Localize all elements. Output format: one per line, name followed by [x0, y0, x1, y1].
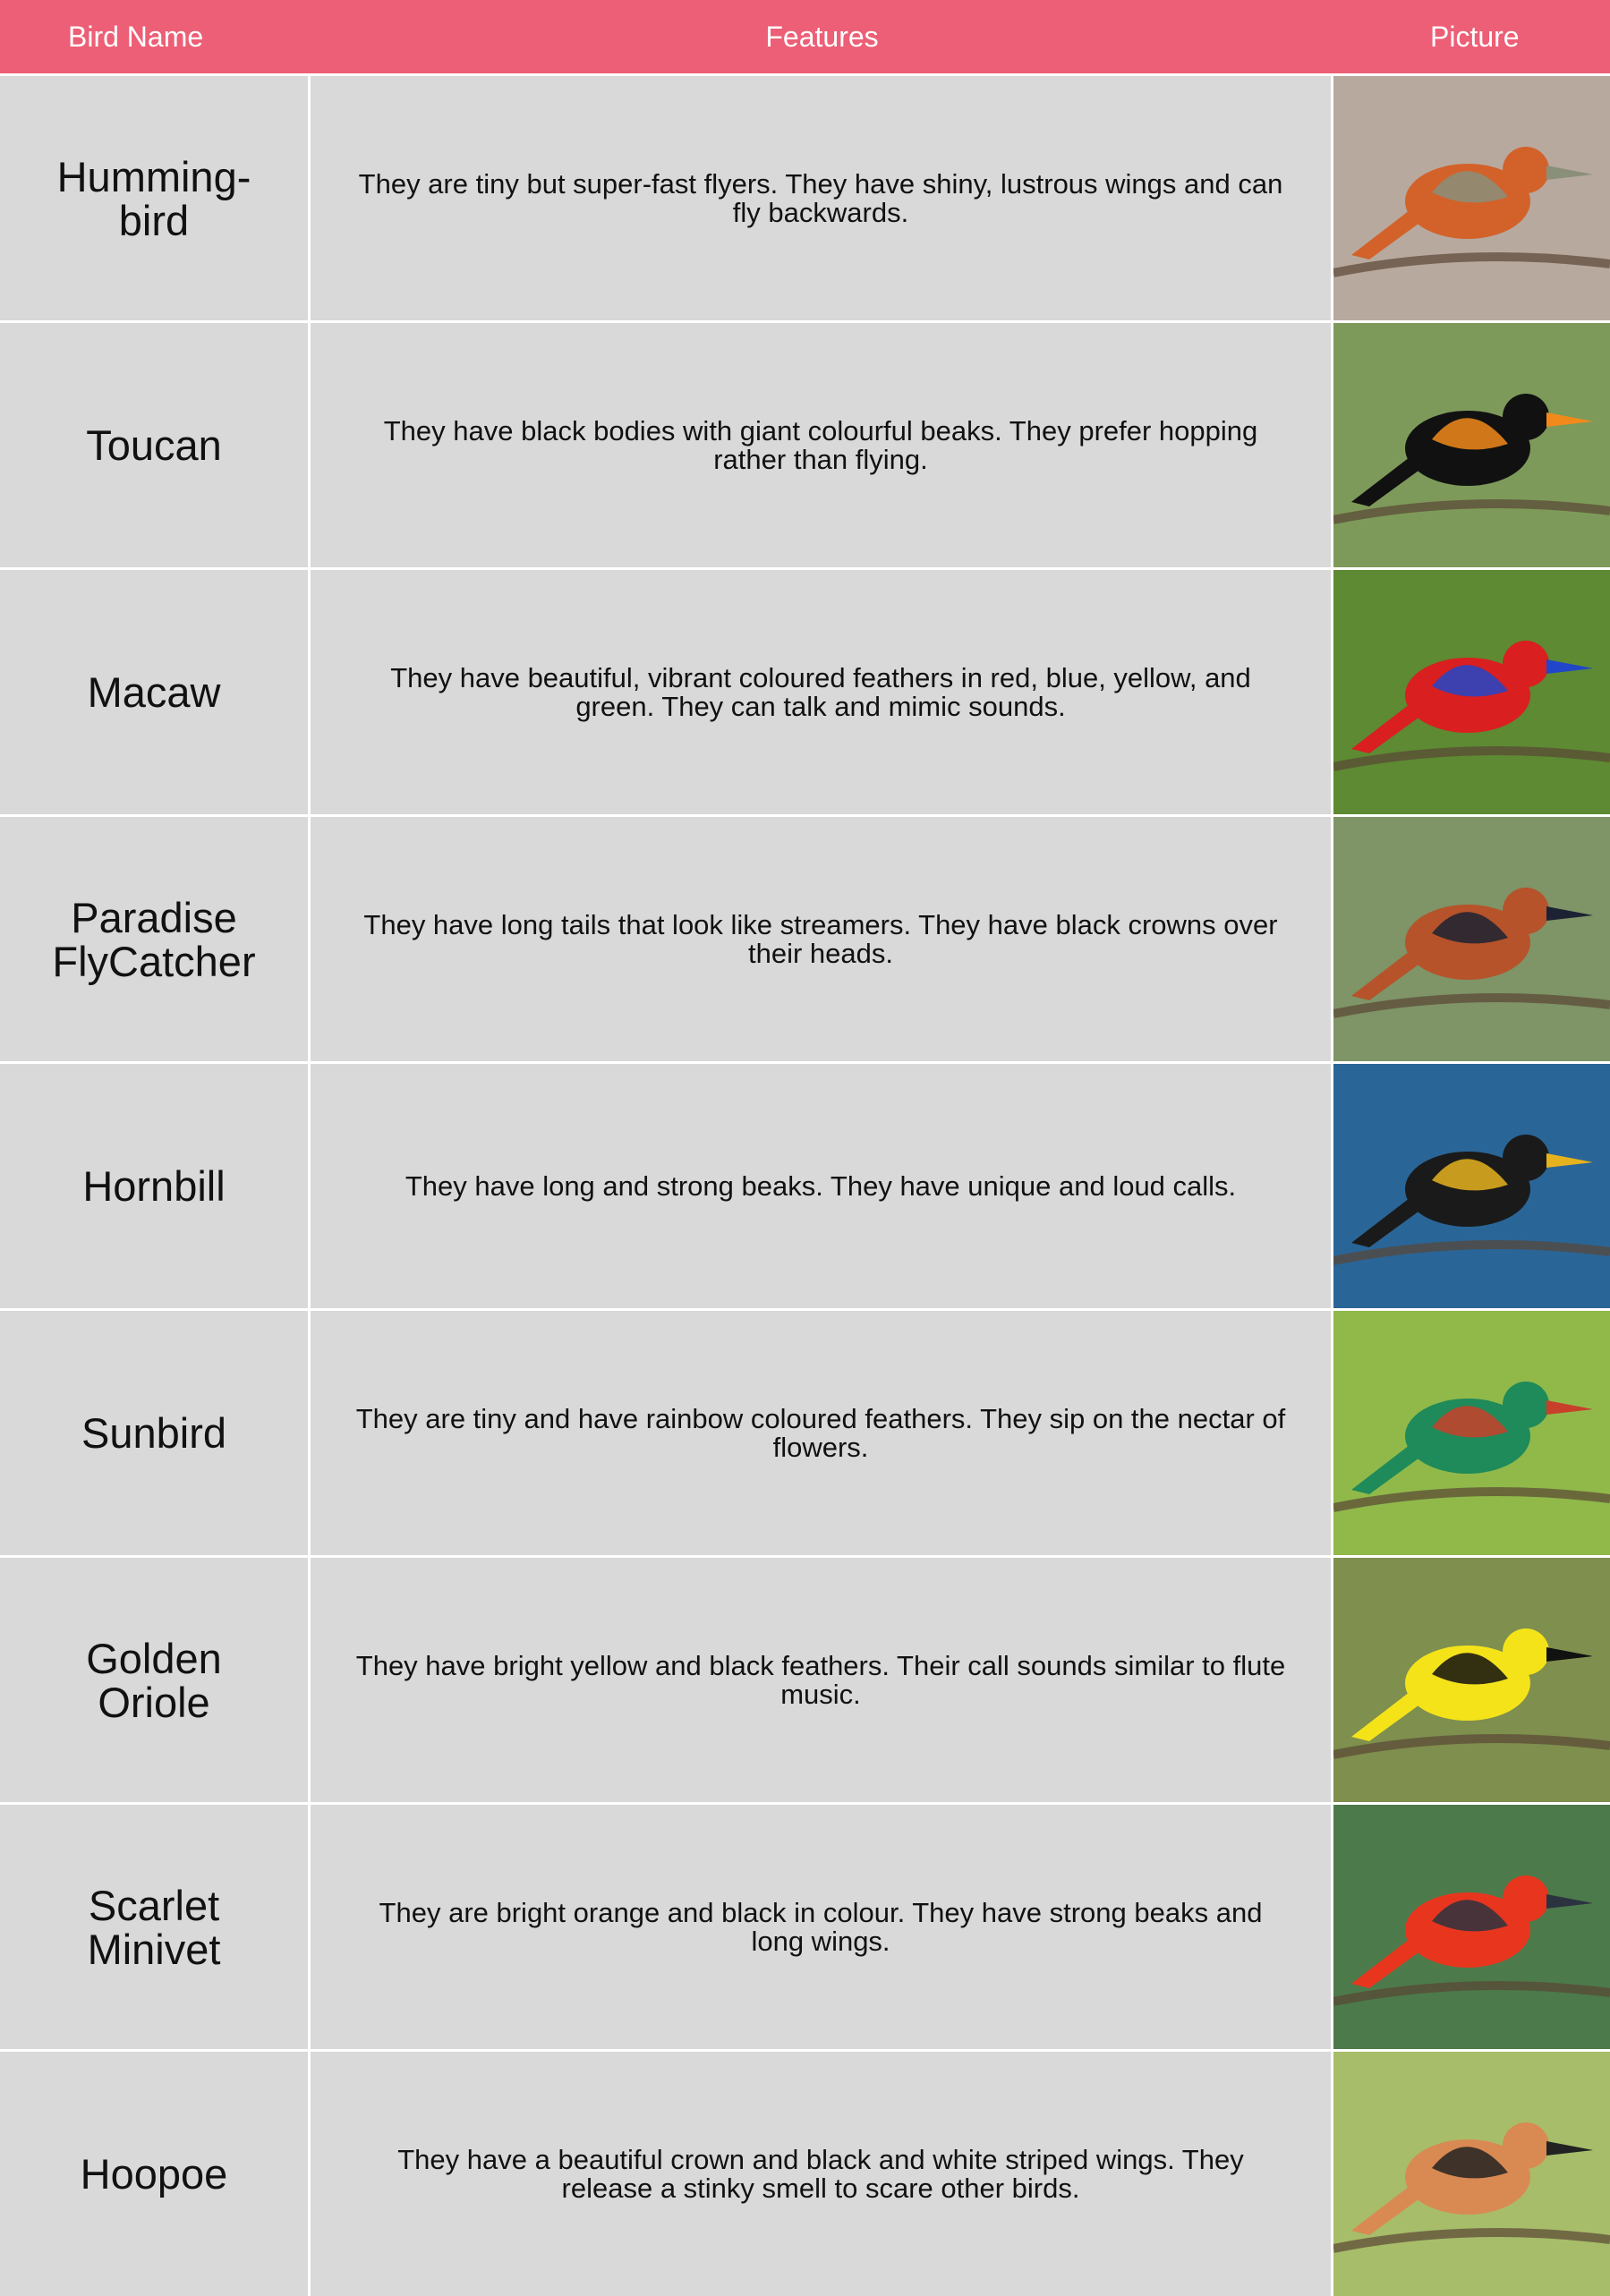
features-cell: [311, 1064, 1333, 1308]
table-row: [0, 1311, 1610, 1555]
features-cell: [311, 76, 1333, 320]
bird-name-cell: [0, 76, 311, 320]
bird-name: Humming- bird: [56, 152, 251, 244]
features-text: They have bright yellow and black feathers. Their call sounds similar to flute music.: [355, 1649, 1286, 1710]
features-text: They have black bodies with giant colourful beaks. They prefer hopping rather than flying.: [383, 414, 1258, 475]
bird-name: Macaw: [87, 668, 221, 716]
table-row: [0, 2052, 1610, 2296]
golden-oriole-photo: [1333, 1558, 1610, 1802]
table-body: [0, 76, 1610, 2296]
bird-name: Golden Oriole: [86, 1634, 222, 1726]
features-text: They are tiny but super-fast flyers. They have shiny, lustrous wings and can fly backwards.: [358, 167, 1283, 228]
bird-name: Hoopoe: [80, 2150, 228, 2198]
table-row: [0, 817, 1610, 1061]
features-cell: [311, 323, 1333, 567]
hummingbird-photo: [1333, 76, 1610, 320]
table-row: [0, 570, 1610, 814]
features-text: They are tiny and have rainbow coloured feathers. They sip on the nectar of flowers.: [355, 1402, 1286, 1463]
table-row: [0, 1805, 1610, 2049]
features-cell: [311, 570, 1333, 814]
sunbird-photo: [1333, 1311, 1610, 1555]
toucan-photo: [1333, 323, 1610, 567]
features-text: They have long tails that look like streamers. They have black crowns over their heads.: [363, 908, 1278, 969]
features-cell: [311, 817, 1333, 1061]
bird-name-cell: [0, 1558, 311, 1802]
paradise-flycatcher-photo: [1333, 817, 1610, 1061]
bird-name: Hornbill: [82, 1162, 226, 1210]
features-text: They have a beautiful crown and black and white striped wings. They release a stinky smell to scare other birds.: [397, 2143, 1244, 2204]
hoopoe-photo: [1333, 2052, 1610, 2296]
features-text: They are bright orange and black in colour. They have strong beaks and long wings.: [379, 1896, 1263, 1957]
bird-name: Scarlet Minivet: [87, 1881, 221, 1973]
features-text: They have long and strong beaks. They have unique and loud calls.: [405, 1169, 1237, 1202]
features-cell: [311, 1805, 1333, 2049]
bird-name: Paradise FlyCatcher: [52, 893, 256, 985]
table-header: [0, 0, 1610, 73]
bird-photo-illustration: [1333, 2052, 1610, 2296]
table-row: [0, 1558, 1610, 1802]
bird-name-cell: [0, 1311, 311, 1555]
macaw-photo: [1333, 570, 1610, 814]
bird-name-cell: [0, 570, 311, 814]
features-text: They have beautiful, vibrant coloured feathers in red, blue, yellow, and green. They can talk and mimic sounds.: [390, 661, 1251, 722]
bird-photo-illustration: [1333, 1805, 1610, 2049]
bird-name: Sunbird: [81, 1409, 226, 1457]
bird-photo-illustration: [1333, 817, 1610, 1061]
table-row: [0, 323, 1610, 567]
bird-photo-illustration: [1333, 570, 1610, 814]
scarlet-minivet-photo: [1333, 1805, 1610, 2049]
features-cell: [311, 1311, 1333, 1555]
bird-photo-illustration: [1333, 1064, 1610, 1308]
bird-name-cell: [0, 2052, 311, 2296]
bird-name-cell: [0, 323, 311, 567]
bird-name-cell: [0, 817, 311, 1061]
header-features: Features: [765, 20, 879, 53]
table-row: [0, 1064, 1610, 1308]
bird-photo-illustration: [1333, 323, 1610, 567]
bird-photo-illustration: [1333, 1311, 1610, 1555]
header-bird-name: Bird Name: [68, 20, 204, 53]
bird-name: Toucan: [86, 421, 222, 469]
bird-name-cell: [0, 1805, 311, 2049]
bird-name-cell: [0, 1064, 311, 1308]
hornbill-photo: [1333, 1064, 1610, 1308]
features-cell: [311, 1558, 1333, 1802]
bird-photo-illustration: [1333, 1558, 1610, 1802]
table-row: [0, 76, 1610, 320]
features-cell: [311, 2052, 1333, 2296]
header-picture: Picture: [1430, 20, 1520, 53]
bird-photo-illustration: [1333, 76, 1610, 320]
